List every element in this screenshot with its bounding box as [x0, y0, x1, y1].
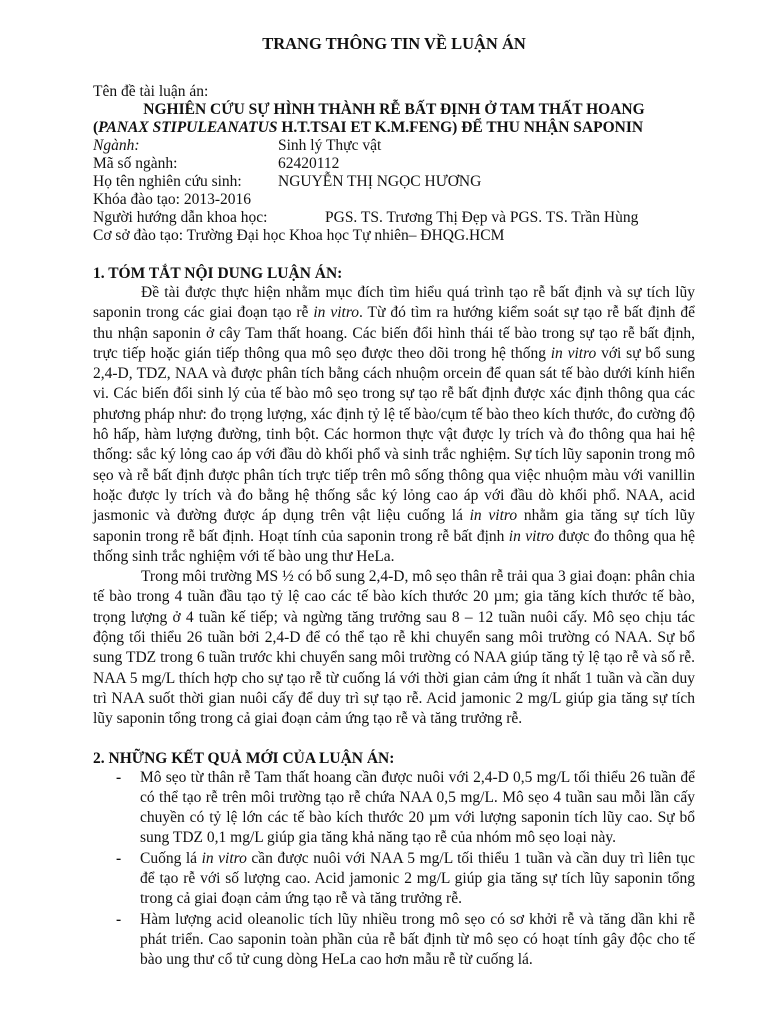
- advisor-value: PGS. TS. Trương Thị Đẹp và PGS. TS. Trần Hùng: [325, 209, 639, 226]
- p1-italic-3: in vitro: [469, 507, 518, 525]
- species-name: PANAX STIPULEANATUS: [98, 119, 278, 136]
- student-value: NGUYỄN THỊ NGỌC HƯƠNG: [278, 173, 482, 190]
- result-text-2b: cần được nuôi với NAA 5 mg/L tối thiểu 1 tuần và cần duy trì liên tục để tạo rễ với số lượng cao. Acid jamonic 2 mg/L giúp gia tăng sự tích lũy saponin tổng trong cả giai đoạn cảm ứng tạo rễ và tăng trưởng rễ.: [140, 849, 695, 908]
- thesis-title: [93, 101, 695, 137]
- field-value: Sinh lý Thực vật: [278, 137, 382, 154]
- p1-text-d: nhằm gia tăng sự tích lũy saponin trong rễ bất định. Hoạt tính của saponin trong rễ bất định: [93, 507, 695, 545]
- thesis-title-label: Tên đề tài luận án:: [93, 83, 209, 100]
- student-row: [93, 173, 695, 191]
- paren-open: (: [93, 119, 99, 136]
- thesis-title-rest: H.T.TSAI ET K.M.FENG) ĐỂ THU NHẬN SAPONIN: [277, 119, 644, 136]
- advisor-label: Người hướng dẫn khoa học:: [93, 209, 268, 226]
- section2-heading: 2. NHỮNG KẾT QUẢ MỚI CỦA LUẬN ÁN:: [93, 749, 395, 767]
- results-list: [93, 768, 695, 971]
- section1-heading: 1. TÓM TẮT NỘI DUNG LUẬN ÁN:: [93, 265, 343, 282]
- student-label: Họ tên nghiên cứu sinh:: [93, 173, 242, 190]
- result-text-3: Hàm lượng acid oleanolic tích lũy nhiều trong mô sẹo có sơ khởi rễ và tăng dần khi rễ phát triển. Cao saponin toàn phần của rễ bất định từ mô sẹo có hoạt tính gây độc cho tế bào ung thư cổ tử cung dòng HeLa cao hơn mẫu rễ từ cuống lá.: [140, 910, 695, 969]
- result-text-1: Mô sẹo từ thân rễ Tam thất hoang cần được nuôi với 2,4-D 0,5 mg/L tối thiểu 26 tuần để có thể tạo rễ trên môi trường tạo rễ chứa NAA 0,5 mg/L. Mô sẹo 4 tuần sau mỗi lần cấy chuyền có tỷ lệ lớn các tế bào kích thước 20 µm với lượng saponin tích lũy cao. Sự bổ sung TDZ 0,1 mg/L giúp gia tăng khả năng tạo rễ của nhóm mô sẹo loại này.: [140, 768, 695, 847]
- p1-italic-1: in vitro: [313, 304, 360, 322]
- list-dash: -: [116, 910, 122, 928]
- field-label: Ngành:: [93, 137, 140, 154]
- p1-text-c: với sự bổ sung 2,4-D, TDZ, NAA và được phân tích bằng cách nhuộm orcein để quan sát tế bào dưới kính hiển vi. Các biến đổi sinh lý của tế bào mô sẹo trong sự tạo rễ bất định được xác định thông qua các phương pháp như: đo trọng lượng, xác định tỷ lệ tế bào/cụm tế bào theo kích thước, đo cường độ hô hấp, hàm lượng đường, tinh bột. Các hormon thực vật được ly trích và đo thông qua hai hệ thống: sắc ký lỏng cao áp với đầu dò khối phổ và sinh trắc nghiệm. Sự tích lũy saponin trong mô sẹo và rễ bất định được phân tích trực tiếp trên mô sống thông qua việc nhuộm màu với vanillin hoặc được ly trích và đo bằng hệ thống sắc ký lỏng cao áp với đầu dò khối phổ. NAA, acid jasmonic và đường được áp dụng trên vật liệu cuống lá: [93, 344, 695, 525]
- course-line: Khóa đào tạo: 2013-2016: [93, 191, 251, 208]
- result-item-2: [93, 849, 695, 910]
- summary-paragraph-1: [93, 283, 695, 567]
- summary-paragraph-2: Trong môi trường MS ½ có bổ sung 2,4-D, mô sẹo thân rễ trải qua 3 giai đoạn: phân chia tế bào trong 4 tuần đầu tạo tỷ lệ cao các tế bào kích thước 20 µm; gia tăng kích thước tế bào, trọng lượng ở 4 tuần kế tiếp; và ngừng tăng trưởng sau 8 – 12 tuần nuôi cấy. Mô sẹo chịu tác động tối thiểu 26 tuần bởi 2,4-D để có thể tạo rễ khi chuyển sang môi trường có NAA. Sự bổ sung TDZ trong 6 tuần trước khi chuyển sang môi trường có NAA giúp tăng tỷ lệ tạo rễ và số rễ. NAA 5 mg/L thích hợp cho sự tạo rễ từ cuống lá với thời gian cảm ứng ít nhất 1 tuần và cần duy trì NAA suốt thời gian nuôi cấy để duy trì sự tạo rễ. Acid jamonic 2 mg/L giúp gia tăng sự tích lũy saponin tổng trong cả giai đoạn cảm ứng tạo rễ và tăng trưởng rễ.: [93, 568, 695, 728]
- result-item-3: [93, 910, 695, 971]
- field-row: [93, 137, 695, 155]
- result-text-2a: Cuống lá: [140, 849, 202, 867]
- list-dash: -: [116, 849, 122, 867]
- p1-text-a: Đề tài được thực hiện nhằm mục đích tìm hiểu quá trình tạo rễ bất định và sự tích lũy saponin trong các giai đoạn tạo rễ: [93, 284, 695, 322]
- page-title: TRANG THÔNG TIN VỀ LUẬN ÁN: [262, 34, 526, 53]
- code-label: Mã số ngành:: [93, 155, 178, 172]
- p1-text-b: . Từ đó tìm ra hướng kiểm soát sự tạo rễ bất định để thu nhận saponin ở cây Tam thất hoang. Các biến đổi hình thái tế bào trong sự tạo rễ bất định, trực tiếp hoặc gián tiếp thông qua mô sẹo được theo dõi trong hệ thống: [93, 304, 695, 362]
- list-dash: -: [116, 768, 122, 786]
- result-italic-2: in vitro: [201, 849, 247, 867]
- thesis-title-line2: [93, 119, 695, 137]
- advisor-row: [93, 209, 695, 227]
- p1-text-e: được đo thông qua hệ thống sinh trắc nghiệm với tế bào ung thư HeLa.: [93, 527, 695, 565]
- institution-line: Cơ sở đào tạo: Trường Đại học Khoa học Tự nhiên– ĐHQG.HCM: [93, 227, 505, 244]
- p1-italic-4: in vitro: [508, 527, 554, 545]
- code-value: 62420112: [278, 155, 340, 172]
- code-row: [93, 155, 695, 173]
- p1-italic-2: in vitro: [550, 344, 597, 362]
- result-item-1: [93, 768, 695, 849]
- thesis-title-line1: NGHIÊN CỨU SỰ HÌNH THÀNH RỄ BẤT ĐỊNH Ở TAM THẤT HOANG: [143, 101, 645, 118]
